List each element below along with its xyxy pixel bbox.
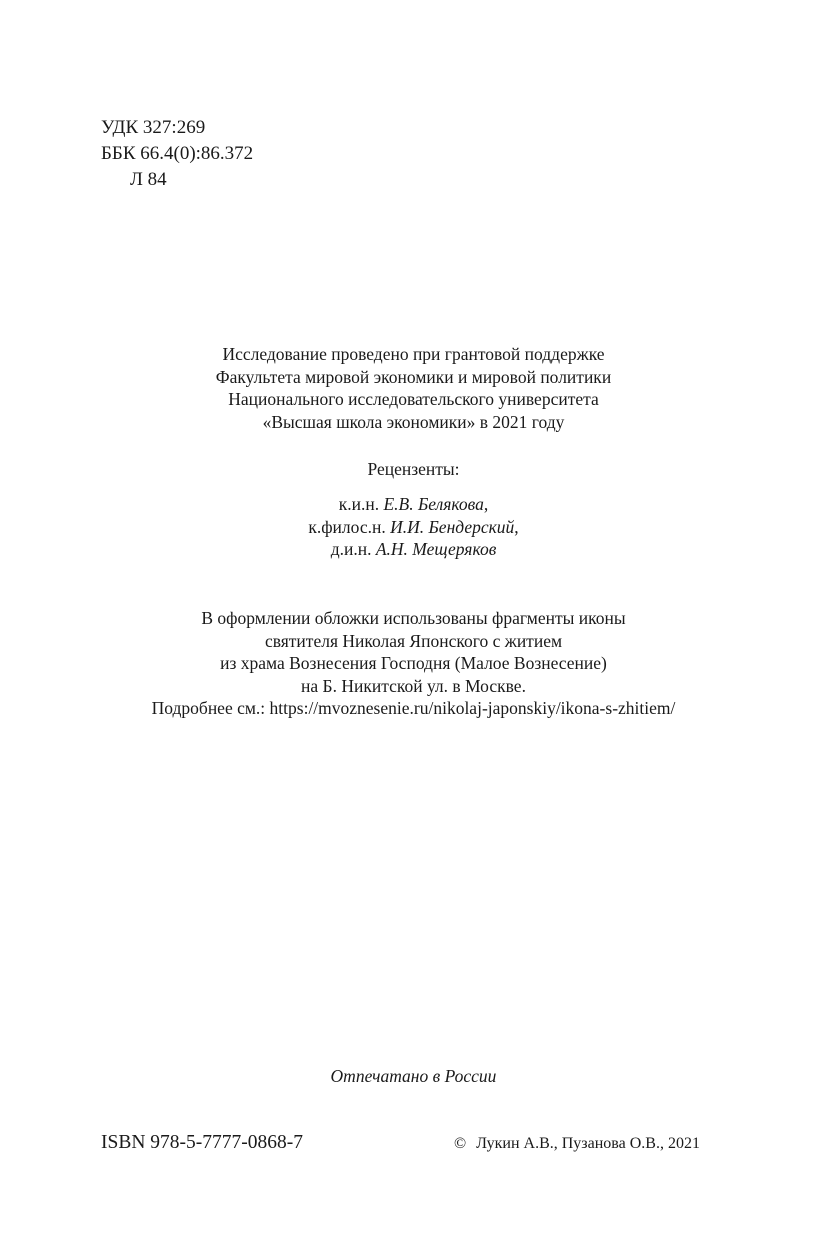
isbn-number: ISBN 978-5-7777-0868-7 [101, 1132, 304, 1153]
cover-line: В оформлении обложки использованы фрагменты иконы [201, 608, 626, 628]
grant-line: Факультета мировой экономики и мировой политики [215, 366, 612, 387]
cover-note [0, 607, 827, 720]
copyright-notice [454, 1135, 700, 1153]
copyright-symbol: © [454, 1135, 467, 1152]
author-mark: Л 84 [130, 169, 167, 190]
reviewer-item [0, 493, 827, 516]
reviewer-name: Е.В. Белякова [383, 494, 484, 514]
reviewers-title: Рецензенты: [367, 459, 460, 479]
grant-line: Исследование проведено при грантовой поддержке [222, 344, 605, 364]
reviewer-punct: , [483, 494, 489, 514]
classification-block [101, 115, 253, 193]
copyright-text: Лукин А.В., Пузанова О.В., 2021 [476, 1135, 700, 1152]
cover-source-line: Подробнее см.: https://mvoznesenie.ru/nikolaj-japonskiy/ikona-s-zhitiem/ [151, 698, 676, 718]
reviewer-degree: д.и.н. [330, 539, 372, 559]
cover-line: на Б. Никитской ул. в Москве. [301, 675, 526, 696]
printed-in-russia: Отпечатано в России [330, 1066, 497, 1086]
grant-line: Национального исследовательского университета [228, 389, 599, 409]
reviewer-punct: , [514, 516, 519, 537]
reviewers-list [0, 493, 827, 561]
grant-statement [0, 343, 827, 433]
reviewer-name: И.И. Бендерский [390, 516, 515, 537]
grant-line: «Высшая школа экономики» в 2021 году [262, 411, 565, 432]
bbk-code: ББК 66.4(0):86.372 [101, 143, 254, 164]
reviewer-item [0, 538, 827, 561]
udk-code: УДК 327:269 [101, 117, 206, 138]
reviewers-heading [0, 458, 827, 481]
cover-line: святителя Николая Японского с житием [264, 630, 563, 651]
reviewer-name: А.Н. Мещеряков [375, 539, 497, 559]
cover-line: из храма Вознесения Господня (Малое Вознесение) [220, 653, 607, 673]
reviewer-item [0, 516, 827, 539]
reviewer-degree: к.филос.н. [308, 516, 386, 537]
reviewer-degree: к.и.н. [338, 494, 380, 514]
